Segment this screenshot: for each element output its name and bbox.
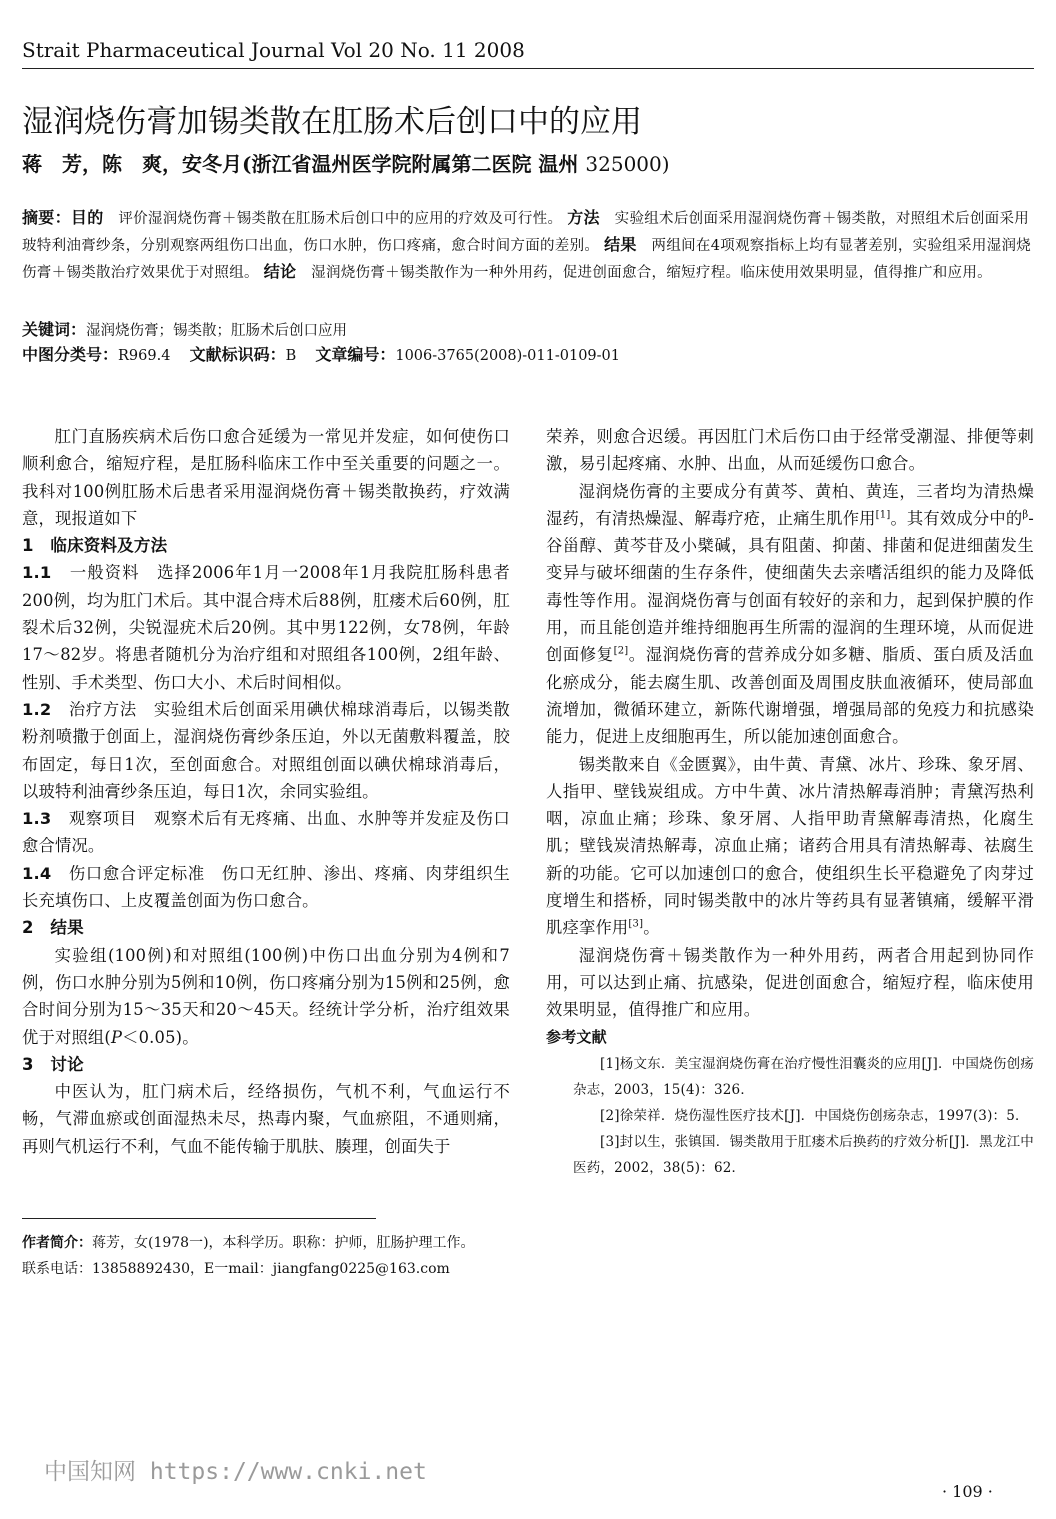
discussion-continued: 荣养，则愈合迟缓。再因肛门术后伤口由于经常受潮湿、排便等刺激，易引起疼痛、水肿、出血，从而延缓伤口愈合。 <box>546 427 1034 474</box>
page-number: · 109 · <box>942 1482 993 1501</box>
section-1-4 <box>22 860 510 915</box>
citation-3: [3] <box>628 918 644 930</box>
section-3-heading: 3 讨论 <box>22 1054 84 1074</box>
right-column <box>546 423 1034 1181</box>
section-1-3-title: 观察项目 <box>51 809 137 829</box>
citation-1: [1] <box>875 509 891 521</box>
section-1-heading: 1 临床资料及方法 <box>22 536 168 556</box>
cnki-watermark <box>44 1453 427 1486</box>
methods-text: 实验组术后创面采用湿润烧伤膏＋锡类散，对照组术后创面采用玻特利油膏纱条，分别观察两组伤口出血，伤口水肿，伤口疼痛，愈合时间方面的差别。 <box>22 211 1030 254</box>
methods-label: 方法 <box>567 208 600 227</box>
footnote-contact: 联系电话：13858892430，E一mail：jiangfang0225@163.com <box>22 1261 450 1277</box>
authors-line <box>22 148 670 177</box>
keywords <box>22 317 347 340</box>
xilei-text-b: 。 <box>643 918 660 938</box>
author-affiliation: (浙江省温州医学院附属第二医院 温州 <box>242 152 579 176</box>
section-1-1-title: 一般资料 <box>51 563 140 583</box>
moist-ointment-text-b: 。其有效成分中的 <box>890 508 1023 528</box>
results-text-a: 实验组(100例)和对照组(100例)中伤口出血分别为4例和7例，伤口水肿分别为5例和10例，伤口疼痛分别为15例和25例，愈合时间分别为15～35天和20～45天。经统计学分析，治疗组效果优于对照组( <box>22 945 510 1047</box>
footnote-divider <box>22 1218 376 1219</box>
left-column <box>22 423 510 1160</box>
intro-paragraph: 肛门直肠疾病术后伤口愈合延缓为一常见并发症，如何使伤口顺利愈合，缩短疗程，是肛肠科临床工作中至关重要的问题之一。我科对100例肛肠术后患者采用湿润烧伤膏＋锡类散换药，疗效满意，现报道如下 <box>22 427 510 528</box>
keywords-label: 关键词： <box>22 320 87 339</box>
results-text: 两组间在4项观察指标上均有显著差别，实验组采用湿润烧伤膏＋锡类散治疗效果优于对照组。 <box>22 238 1032 281</box>
reference-item: [1]杨文东．美宝湿润烧伤膏在治疗慢性泪囊炎的应用[J]．中国烧伤创疡杂志，2003，15(4)：326． <box>573 1055 1034 1098</box>
section-1-2-number: 1.2 <box>22 699 52 719</box>
section-1-1 <box>22 559 510 695</box>
abstract <box>22 205 1036 286</box>
keywords-text: 湿润烧伤膏；锡类散；肛肠术后创口应用 <box>86 323 348 339</box>
reference-item: [2]徐荣祥．烧伤湿性医疗技术[J]．中国烧伤创疡杂志，1997(3)：5． <box>600 1107 1029 1124</box>
footnote-text: 蒋芳，女(1978一)，本科学历。职称：护师，肛肠护理工作。 <box>92 1235 475 1251</box>
section-1-4-number: 1.4 <box>22 863 52 883</box>
section-1-2-text: 实验组术后创面采用碘伏棉球消毒后，以锡类散粉剂喷撒于创面上，湿润烧伤膏纱条压迫，外以无菌敷料覆盖，胶布固定，每日1次，至创面愈合。对照组创面以碘伏棉球消毒后，以玻特利油膏纱条压迫，每日1次，余同实验组。 <box>22 699 510 801</box>
section-1-2-title: 治疗方法 <box>51 699 137 719</box>
moist-ointment-text-a: 湿润烧伤膏的主要成分有黄芩、黄柏、黄连，三者均为清热燥湿药，有清热燥湿、解毒疗疮，止痛生肌作用 <box>546 481 1034 528</box>
article-title: 湿润烧伤膏加锡类散在肛肠术后创口中的应用 <box>22 104 642 140</box>
p-value-symbol: P <box>110 1027 123 1047</box>
doc-code-label: 文献标识码： <box>189 345 286 364</box>
clc-value: R969.4 <box>118 348 185 364</box>
references-heading: 参考文献 <box>546 1027 607 1046</box>
journal-header <box>22 38 1034 69</box>
article-number-value: 1006-3765(2008)-011-0109-01 <box>395 348 621 364</box>
objective-text: 评价湿润烧伤膏＋锡类散在肛肠术后创口中的应用的疗效及可行性。 <box>103 211 563 227</box>
footnote-label: 作者简介： <box>22 1235 92 1251</box>
section-1-3-number: 1.3 <box>22 809 52 829</box>
moist-ointment-paragraph <box>546 478 1034 751</box>
citation-2: [2] <box>613 645 629 657</box>
doc-code-value: B <box>285 348 311 364</box>
author-footnote <box>22 1230 542 1282</box>
objective-label: 目的 <box>70 208 104 227</box>
abstract-label: 摘要： <box>22 208 71 227</box>
section-1-1-text: 选择2006年1月一2008年1月我院肛肠科患者200例，均为肛门术后。其中混合痔术后88例，肛瘘术后60例，肛裂术后32例，尖锐湿疣术后20例。其中男122例，女78例，年龄17～82岁。将患者随机分为治疗组和对照组各100例，2组年龄、性别、手术类型、伤口大小、术后时间相似。 <box>22 563 510 692</box>
section-1-4-text: 伤口无红肿、渗出、疼痛、肉芽组织生长充填伤口、上皮覆盖创面为伤口愈合。 <box>22 863 510 911</box>
cnki-url: https://www.cnki.net <box>149 1459 427 1485</box>
moist-ointment-text-c: -谷甾醇、黄芩苷及小檗碱，具有阻菌、抑菌、排菌和促进细菌发生变异与破坏细菌的生存条件，使细菌失去亲嗜活组织的能力及降低毒性等作用。湿润烧伤膏与创面有较好的亲和力，起到保护膜的作用，而且能创造并维持细胞再生所需的湿润的生理环境，从而促进创面修复 <box>546 508 1034 665</box>
results-paragraph <box>22 942 510 1051</box>
xilei-text-a: 锡类散来自《金匮翼》，由牛黄、青黛、冰片、珍珠、象牙屑、人指甲、壁钱炭组成。方中牛黄、冰片清热解毒消肿；青黛泻热利咽，凉血止痛；珍珠、象牙屑、人指甲助青黛解毒清热，化腐生肌；壁钱炭清热解毒，凉血止痛；诸药合用具有清热解毒、祛腐生新的功能。它可以加速创口的愈合，使组织生长平稳避免了肉芽过度增生和搭桥，同时锡类散中的冰片等药具有显著镇痛，缓解平滑肌痉挛作用 <box>546 754 1034 938</box>
article-number-label: 文章编号： <box>315 345 396 364</box>
section-2-heading: 2 结果 <box>22 918 84 938</box>
section-1-3-text: 观察术后有无疼痛、出血、水肿等并发症及伤口愈合情况。 <box>22 809 510 856</box>
conclusion-paragraph: 湿润烧伤膏＋锡类散作为一种外用药，两者合用起到协同作用，可以达到止痛、抗感染，促进创面愈合，缩短疗程，临床使用效果明显，值得推广和应用。 <box>546 945 1034 1020</box>
reference-item: [3]封以生，张镇国．锡类散用于肛瘘术后换药的疗效分析[J]．黑龙江中医药，2002，38(5)：62． <box>573 1133 1034 1176</box>
results-label: 结果 <box>604 235 637 254</box>
journal-citation: Strait Pharmaceutical Journal Vol 20 No. 11 2008 <box>22 38 525 62</box>
section-1-2 <box>22 696 510 805</box>
clc-label: 中图分类号： <box>22 345 119 364</box>
xilei-powder-paragraph <box>546 751 1034 942</box>
results-text-b: ＜0.05)。 <box>122 1027 199 1047</box>
section-1-1-number: 1.1 <box>22 563 52 583</box>
conclusion-label: 结论 <box>263 262 297 281</box>
section-1-3 <box>22 805 510 860</box>
conclusion-text: 湿润烧伤膏＋锡类散作为一种外用药，促进创面愈合，缩短疗程。临床使用效果明显，值得推广和应用。 <box>296 265 992 281</box>
discussion-paragraph: 中医认为，肛门病术后，经络损伤，气机不利，气血运行不畅，气滞血瘀或创面湿热未尽，热毒内聚，气血瘀阻，不通则痛，再则气机运行不利，气血不能传输于肌肤、腠理，创面失于 <box>22 1082 510 1156</box>
classification-line <box>22 342 620 365</box>
moist-ointment-text-d: 。湿润烧伤膏的营养成分如多糖、脂质、蛋白质及活血化瘀成分，能去腐生肌、改善创面及周围皮肤血液循环，使局部血流增加，微循环建立，新陈代谢增强，增强局部的免疫力和抗感染能力，促进上皮细胞再生，所以能加速创面愈合。 <box>546 645 1034 747</box>
author-names: 蒋 芳，陈 爽，安冬月 <box>22 152 242 176</box>
cnki-name: 中国知网 <box>44 1459 136 1485</box>
postcode: 325000) <box>585 152 670 176</box>
section-1-4-title: 伤口愈合评定标准 <box>51 863 205 883</box>
beta-symbol: β <box>1022 509 1029 521</box>
